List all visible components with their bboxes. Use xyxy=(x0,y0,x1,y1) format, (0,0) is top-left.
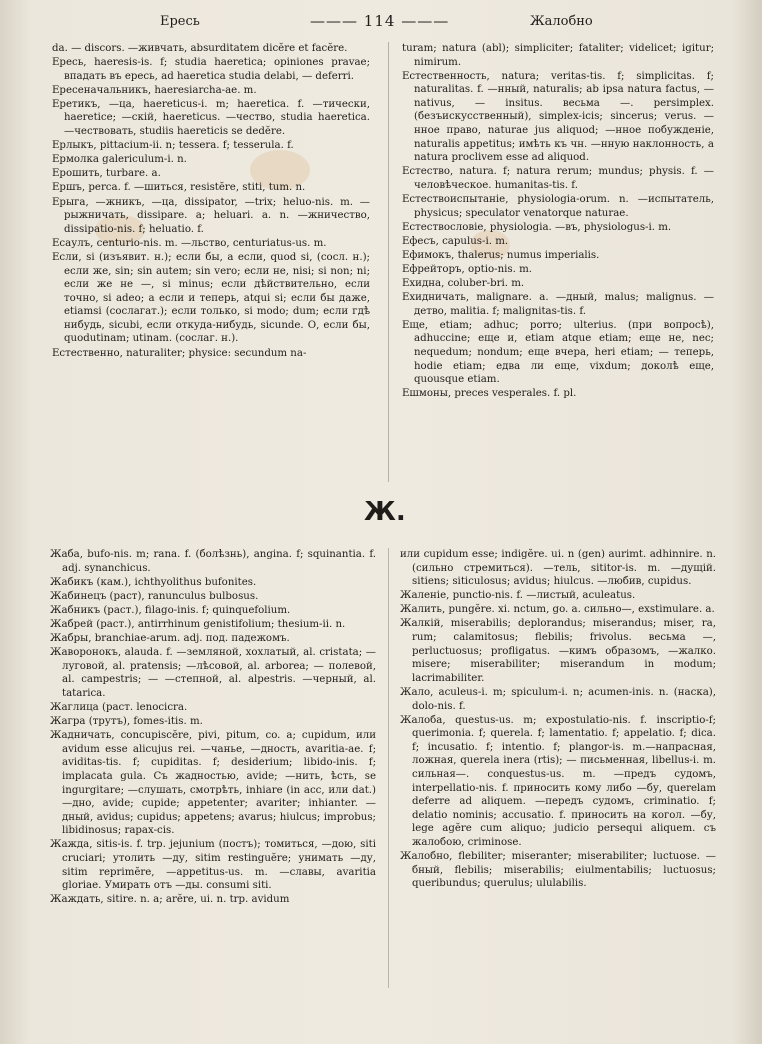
page-number: ——— 114 ——— xyxy=(310,12,450,30)
dictionary-entry: da. — discors. —живчать, absurditatem dicĕre et facĕre. xyxy=(52,43,348,54)
dictionary-entry: Естественно, naturaliter; physice: secundum na- xyxy=(52,347,307,359)
dictionary-entry: Если, si (изъявит. н.); если бы, а если, quod si, (сосл. н.); если же, sin; sin autem; sin vero; если не, nisi; si non; ni; если же не —, si minus; если дѣйствительно, если точно, si adeo; а если и теперь, atqui si; если бы даже, etiamsi (сослагат.); если только, si modo; dum; если гдѣ нибудь, sicubi, если откуда-нибудь, sicunde. О, если бы, quodutinam; utinam. (сослаг. н.). xyxy=(52,251,370,345)
dictionary-entry: Жабры, branchiae-arum. adj. под. падежомъ. xyxy=(50,633,290,645)
dictionary-entry: Жабинецъ (раст), ranunculus bulbosus. xyxy=(50,590,259,602)
dictionary-entry: Жалобно, flebiliter; miseranter; miserabiliter; luctuose. —бный, flebilis; miserabilis; eiulmentabilis; luctuosus; queribundus; querulus; ululabilis. xyxy=(400,851,716,890)
dictionary-entry: Ехидна, coluber-bri. m. xyxy=(402,278,525,290)
column-divider xyxy=(388,42,389,482)
dictionary-entry: Ершъ, perca. f. —шиться, resistĕre, stiti, tum. n. xyxy=(52,182,306,194)
column-divider xyxy=(388,548,389,988)
dictionary-entry: Ерыга, —жникъ, —ца, dissipator, —trix; heluo-nis. m. —рыжничать, dissipare. a; heluari. a. n. —жничество, dissipatio-nis. f; heluatio. f. xyxy=(52,196,370,235)
dictionary-entry: Жаба, bufo-nis. m; rana. f. (болѣзнь), angina. f; squinantia. f. adj. synanchicus. xyxy=(50,549,376,574)
dictionary-entry: Ересеначальникъ, haeresiarcha-ae. m. xyxy=(52,84,257,96)
dictionary-entry: Жабикъ (кам.), ichthyolithus bufonites. xyxy=(50,576,257,588)
dictionary-entry: Ермолка galericulum-i. n. xyxy=(52,154,187,166)
header-left-word: Ересь xyxy=(160,14,200,29)
page-number-value: 114 xyxy=(363,12,396,30)
dictionary-entry: Ерошить, turbare. a. xyxy=(52,168,161,180)
dictionary-entry: Жаворонокъ, alauda. f. —земляной, хохлатый, al. cristata; —луговой, al. pratensis; —лѣсовой, al. arborea; — полевой, al. campestris; — —степной, al. alpestris. —черный, al. tatarica. xyxy=(50,647,376,699)
dictionary-entry: Жало, aculeus-i. m; spiculum-i. n; acumen-inis. n. (наска), dolo-nis. f. xyxy=(400,686,716,712)
dictionary-entry: Естественность, natura; veritas-tis. f; simplicitas. f; naturalitas. f. —нный, naturalis; ab ipsa natura factus, —nativus, — insitus. весьма —. persimplex. (безъискусственный), simplex-icis; sincerus; verus. —нное право, naturae jus aliquod; —нное побужденіе, naturalis appetitus; имѣть къ чн. —нную наклонность, a natura proclivem esse ad aliquod. xyxy=(402,70,714,164)
dictionary-entry: Еретикъ, —ца, haereticus-i. m; haeretica. f. —тически, haeretice; —скій, haereticus. —чество, studia haeretica. —чествовать, studiis haereticis se dedĕre. xyxy=(52,98,370,138)
dictionary-entry: Естествословіе, physiologia. —въ, physiologus-i. m. xyxy=(402,221,672,233)
dictionary-entry: Ерлыкъ, pittacium-ii. n; tessera. f; tesserula. f. xyxy=(52,140,294,152)
dictionary-entry: Ешмоны, preces vesperales. f. pl. xyxy=(402,388,577,400)
dictionary-entry: Жажда, sitis-is. f. trp. jejunium (постъ); томиться, —дою, siti cruciari; утолить —ду, sitim restinguĕre; унимать —ду, sitim reprimĕre, —appetitus-us. m. —славы, avaritia gloriae. Умирать отъ —ды. consumi siti. xyxy=(50,839,376,892)
dictionary-entry: Жагра (трутъ), fomes-itis. m. xyxy=(50,716,203,728)
dictionary-entry: Жабрей (раст.), antirrhinum genistifolium; thesium-ii. n. xyxy=(50,618,346,630)
dictionary-entry: Жадничать, concupiscĕre, pivi, pitum, co. a; cupidum, или avidum esse alicujus rei. —чанье, —дность, avaritia-ae. f; aviditas-tis. f; cupiditas. f; desiderium; libido-inis. f; implacata gula. Съ жадностью, avide; —нить, ѣсть, se ingurgitare; —слушать, смотрѣть, inhiare (in acc, или dat.) —дно, avide; cupide; appetenter; avariter; inhianter. —дный, avidus; cupidus; appetens; avarus; hiulcus; improbus; libidinosus; rapax-cis. xyxy=(50,730,376,837)
header-right-word: Жалобно xyxy=(530,14,593,29)
section-letter-heading: Ж. xyxy=(364,497,406,527)
dictionary-entry: turam; natura (abl); simpliciter; fataliter; videlicet; igitur; nimirum. xyxy=(402,43,714,68)
column-bottom-right xyxy=(400,548,716,891)
dictionary-entry: Жаглица (раст. lenocicra. xyxy=(50,702,188,714)
page-header xyxy=(0,14,762,38)
dictionary-entry: Жаленіе, punctio-nis. f. —листый, aculeatus. xyxy=(400,590,636,602)
column-top-right xyxy=(402,42,714,401)
dictionary-entry: Ефрейторъ, optio-nis. m. xyxy=(402,264,533,275)
dictionary-entry: Жалкій, miserabilis; deplorandus; miserandus; miser, ra, rum; calamitosus; flebilis; frivolus. весьма —, perluctuosus; profligatus. —кимъ образомъ, —жалко. misere; miserabiliter; miserandum in modum; lacrimabiliter. xyxy=(400,618,716,684)
dictionary-entry: Жаждать, sitire. n. a; arĕre, ui. n. trp. avidum xyxy=(50,894,290,906)
dictionary-entry: или cupidum esse; indigĕre. ui. n (gen) aurimt. adhinnire. n. (сильно стремиться). —тель, sititor-is. m. —дущій. sitiens; siticulosus; avidus; hiulcus. —любив, cupidus. xyxy=(400,549,716,588)
dictionary-entry: Жалить, pungĕre. xi. nctum, go. a. сильно—, exstimulare. a. xyxy=(400,604,715,616)
column-top-left xyxy=(52,42,370,361)
dictionary-entry: Естество, natura. f; natura rerum; mundus; physis. f. — человѣческое. humanitas-tis. f. xyxy=(402,166,714,191)
dictionary-entry: Еще, etiam; adhuc; porro; ulterius. (при вопросѣ), adhuccine; еще и, etiam atque etiam; еще не, nec; nequedum; nondum; еще вчера, heri etiam; — теперь, hodie etiam; едва ли еще, vixdum; доколѣ еще, quousque etiam. xyxy=(402,319,714,386)
dictionary-entry: Жабникъ (раст.), filago-inis. f; quinquefolium. xyxy=(50,604,291,616)
dictionary-entry: Ехидничать, malignare. a. —дный, malus; malignus. —детво, malitia. f; malignitas-tis. f. xyxy=(402,292,714,317)
column-bottom-left xyxy=(50,548,376,907)
dictionary-entry: Естествоиспытаніе, physiologia-orum. n. —испытатель, physicus; speculator venatorque naturae. xyxy=(402,194,714,219)
dictionary-entry: Ефесъ, capulus-i. m. xyxy=(402,235,509,247)
dictionary-entry: Жалоба, questus-us. m; expostulatio-nis. f. inscriptio-f; querimonia. f; querela. f; lamentatio. f; appelatio. f; dica. f; incusatio. f; intentio. f; plangor-is. m.—напрасная, ложная, querela inera (rtis); — письменная, libellus-i. m. сильная—. conquestus-us. m. —предъ судомъ, interpellatio-nis. f. приносить кому либо —бу, querelam deferre ad aliquem. —передъ судомъ, criminatio. f; delatio nominis; accusatio. f. приносить на когол. —бу, lege agĕre cum aliquo; judicio persequi aliquem. съ жалобою, criminose. xyxy=(400,714,716,848)
dictionary-entry: Ефимокъ, thalerus; numus imperialis. xyxy=(402,249,600,261)
dictionary-entry: Есаулъ, centurio-nis. m. —льство, centuriatus-us. m. xyxy=(52,237,327,249)
dictionary-entry: Ересь, haeresis-is. f; studia haeretica; opiniones pravae; впадать въ ересь, ad haeretica studia delabi, — deferri. xyxy=(52,57,370,82)
